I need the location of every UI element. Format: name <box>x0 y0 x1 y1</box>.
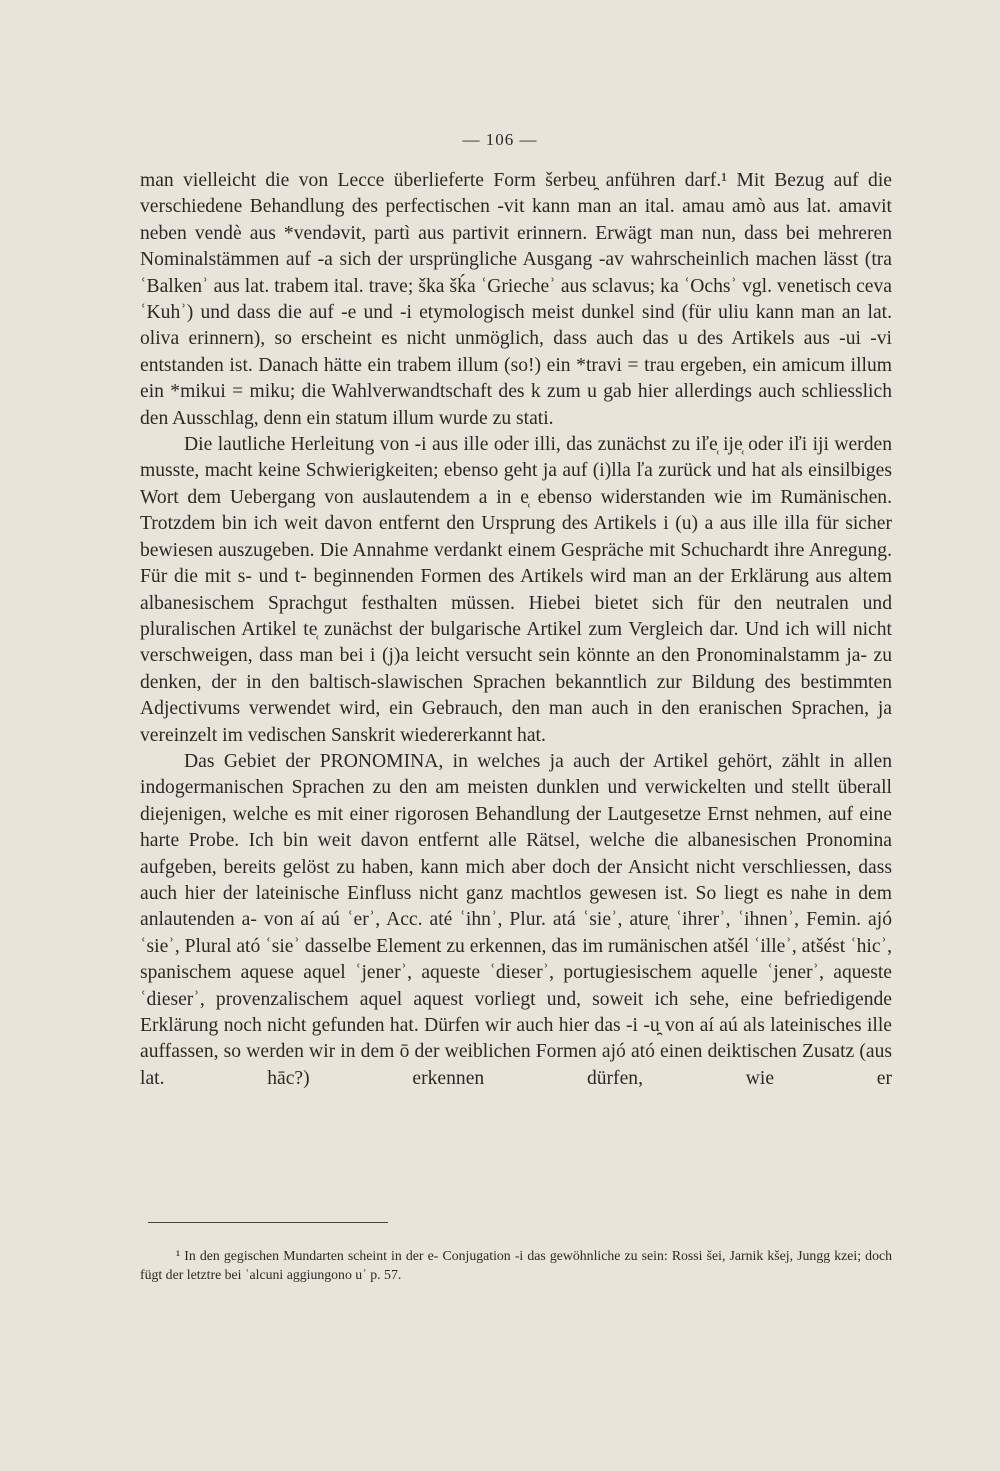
paragraph-3: Das Gebiet der PRONOMINA, in welches ja auch der Artikel gehört, zählt in allen indogermanischen Sprachen zu den am meisten dunklen und verwickelten und stellt überall diejenigen, welche es mit einer rigorosen Behandlung der Lautgesetze Ernst nehmen, auf eine harte Probe. Ich bin weit davon entfernt alle Rätsel, welche die albanesischen Pronomina aufgeben, bereits gelöst zu haben, kann mich aber doch der Ansicht nicht verschliessen, dass auch hier der lateinische Einfluss nicht ganz machtlos gewesen ist. So liegt es nahe in dem anlautenden a- von aí aú ʿerʾ, Acc. até ʿihnʾ, Plur. atá ʿsieʾ, ature̜ ʿihrerʾ, ʿihnenʾ, Femin. ajó ʿsieʾ, Plural ató ʿsieʾ dasselbe Element zu erkennen, das im rumänischen atšél ʿilleʾ, atšést ʿhicʾ, spanischem aquese aquel ʿjenerʾ, aqueste ʿdieserʾ, portugiesischem aquelle ʿjenerʾ, aqueste ʿdieserʾ, provenzalischem aquel aquest vorliegt und, soweit ich sehe, eine befriedigende Erklärung noch nicht gefunden hat. Dürfen wir auch hier das -i -u̯ von aí aú als lateinisches ille auffassen, so werden wir in dem ō der weiblichen Formen ajó ató einen deiktischen Zusatz (aus lat. hāc?) erkennen dürfen, wie er <box>140 750 892 1089</box>
footnote-divider <box>148 1222 388 1223</box>
page-number: — 106 — <box>462 130 538 149</box>
paragraph-2: Die lautliche Herleitung von -i aus ille oder illi, das zunächst zu iľe̜ ije̜ oder iľi iji werden musste, macht keine Schwierigkeiten; ebenso geht ja auf (i)lla ľa zurück und hat als einsilbiges Wort dem Uebergang von auslautendem a in e̜ ebenso widerstanden wie im Rumänischen. Trotzdem bin ich weit davon entfernt den Ursprung des Artikels i (u) a aus ille illa für sicher bewiesen auszugeben. Die Annahme verdankt einem Gespräche mit Schuchardt ihre Anregung. Für die mit s- und t- beginnenden Formen des Artikels wird man an der Erklärung aus altem albanesischem Sprachgut festhalten müssen. Hiebei bietet sich für den neutralen und pluralischen Artikel te̜ zunächst der bulgarische Artikel zum Vergleich dar. Und ich will nicht verschweigen, dass man bei i (j)a leicht versucht sein könnte an den Pronominalstamm ja- zu denken, der in den baltisch-slawischen Sprachen bekanntlich zur Bildung des bestimmten Adjectivums verwendet wird, ein Gebrauch, den man auch in den eranischen Sprachen, ja vereinzelt im vedischen Sanskrit wiedererkannt hat. <box>140 434 892 746</box>
footnote: ¹ In den gegischen Mundarten scheint in der e- Conjugation -i das gewöhnliche zu sein: Rossi šei, Jarnik kšej, Jungg kzei; doch fügt der letztre bei ʿalcuni aggiungono uʾ p. 57. <box>140 1248 892 1282</box>
body-text <box>140 168 892 1092</box>
paragraph-1: man vielleicht die von Lecce überlieferte Form šerbeu̯ anführen darf.¹ Mit Bezug auf die verschiedene Behandlung des perfectischen -vit kann man an ital. amau amò aus lat. amavit neben vendè aus *vendəvit, partì aus partivit erinnern. Erwägt man nun, dass bei mehreren Nominalstämmen auf -a sich der ursprüngliche Ausgang -av wahrscheinlich machen lässt (tra ʿBalkenʾ aus lat. trabem ital. trave; ška šḱa ʿGriecheʾ aus sclavus; ka ʿOchsʾ vgl. venetisch ceva ʿKuhʾ) und dass die auf -e und -i etymologisch meist dunkel sind (für uliu kann man an lat. oliva erinnern), so erscheint es nicht unmöglich, dass auch das u des Artikels aus -ui -vi entstanden ist. Danach hätte ein trabem illum (so!) ein *travi = trau ergeben, ein amicum illum ein *mikui = miku; die Wahlverwandtschaft des k zum u gab hier allerdings auch schliesslich den Ausschlag, denn ein statum illum wurde zu stati. <box>140 170 892 429</box>
